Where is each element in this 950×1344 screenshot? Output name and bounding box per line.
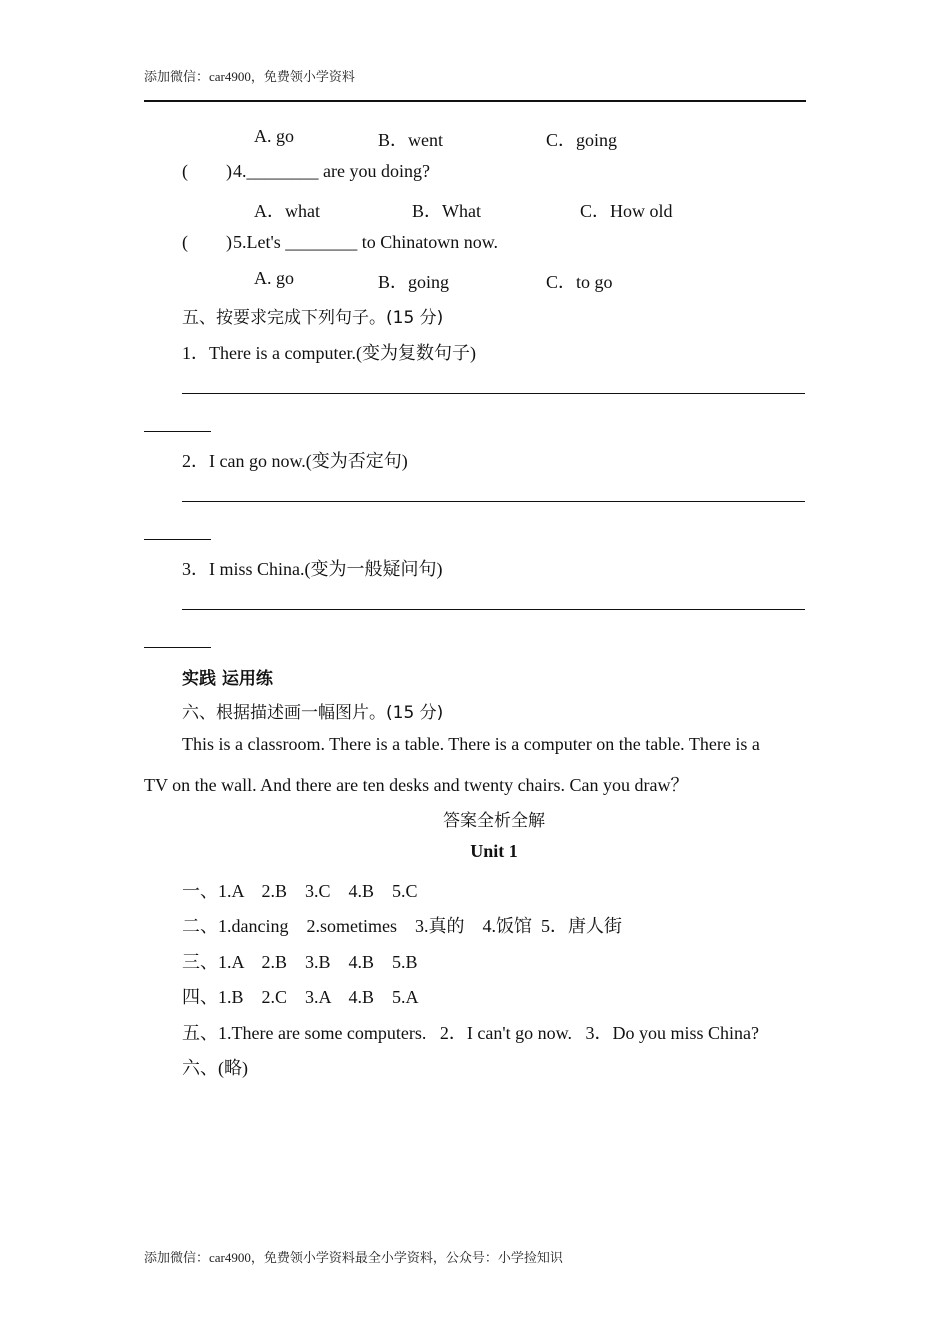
answer-line-2 bbox=[182, 912, 622, 938]
section6-title: 六、根据描述画一幅图片。(15 分) bbox=[182, 703, 444, 723]
q3-option-c: C．going bbox=[546, 130, 618, 150]
answers-unit: Unit 1 bbox=[470, 841, 518, 861]
answer-text: 1.A 2.B 3.B 4.B 5.B bbox=[218, 952, 418, 972]
answer-line-1 bbox=[182, 877, 418, 903]
answer-line-5 bbox=[182, 1019, 759, 1045]
q5-paren-open: ( bbox=[182, 232, 188, 252]
section5-title: 五、按要求完成下列句子。(15 分) bbox=[182, 308, 444, 328]
q5-paren-close: ) bbox=[226, 232, 232, 252]
page-footer: 添加微信：car4900，免费领小学资料最全小学资料，公众号：小学捡知识 bbox=[144, 1250, 563, 1265]
answer-line bbox=[182, 609, 805, 610]
answer-text: 1.dancing 2.sometimes 3.真的 4.饭馆 5．唐人街 bbox=[218, 916, 622, 936]
q4-option-a: A．what bbox=[254, 201, 320, 221]
answer-line bbox=[182, 501, 805, 502]
section6-paragraph-line1: This is a classroom. There is a table. There is a computer on the table. There is a bbox=[182, 734, 760, 754]
q5-option-b: B．going bbox=[378, 272, 450, 292]
q4-option-b: B．What bbox=[412, 201, 481, 221]
answer-label: 四、 bbox=[182, 987, 218, 1007]
q3-option-a: A. go bbox=[254, 126, 294, 146]
answer-line bbox=[182, 393, 805, 394]
q3-option-b: B．went bbox=[378, 130, 443, 150]
answer-line-3 bbox=[182, 948, 418, 974]
q4-stem: 4.________ are you doing? bbox=[233, 161, 430, 181]
section6-paragraph-line2: TV on the wall. And there are ten desks and twenty chairs. Can you draw？ bbox=[144, 775, 689, 795]
answer-label: 一、 bbox=[182, 881, 218, 901]
q4-paren-open: ( bbox=[182, 161, 188, 181]
answer-label: 三、 bbox=[182, 952, 218, 972]
q5-stem: 5.Let's ________ to Chinatown now. bbox=[233, 232, 499, 252]
section5-item-2: 2．I can go now.(变为否定句) bbox=[182, 451, 408, 471]
answer-text: 1.There are some computers. 2．I can't go now. 3．Do you miss China? bbox=[218, 1023, 759, 1043]
answers-title: 答案全析全解 bbox=[443, 811, 545, 831]
answer-label: 二、 bbox=[182, 916, 218, 936]
answer-line-continuation bbox=[144, 647, 211, 648]
page-header: 添加微信：car4900，免费领小学资料 bbox=[144, 69, 355, 84]
answer-text: 1.A 2.B 3.C 4.B 5.C bbox=[218, 881, 418, 901]
answer-line-4 bbox=[182, 983, 419, 1009]
answer-label: 六、 bbox=[182, 1058, 218, 1078]
answer-line-continuation bbox=[144, 431, 211, 432]
q4-paren-close: ) bbox=[226, 161, 232, 181]
practice-heading: 实践 运用练 bbox=[182, 669, 273, 689]
q5-option-a: A. go bbox=[254, 268, 294, 288]
answer-label: 五、 bbox=[182, 1023, 218, 1043]
q5-option-c: C．to go bbox=[546, 272, 613, 292]
answer-line-6 bbox=[182, 1054, 248, 1080]
answer-text: 1.B 2.C 3.A 4.B 5.A bbox=[218, 987, 419, 1007]
section5-item-3: 3．I miss China.(变为一般疑问句) bbox=[182, 559, 443, 579]
section5-item-1: 1．There is a computer.(变为复数句子) bbox=[182, 343, 476, 363]
header-divider bbox=[144, 100, 806, 102]
q4-option-c: C．How old bbox=[580, 201, 673, 221]
answer-line-continuation bbox=[144, 539, 211, 540]
answer-text: (略) bbox=[218, 1058, 248, 1078]
